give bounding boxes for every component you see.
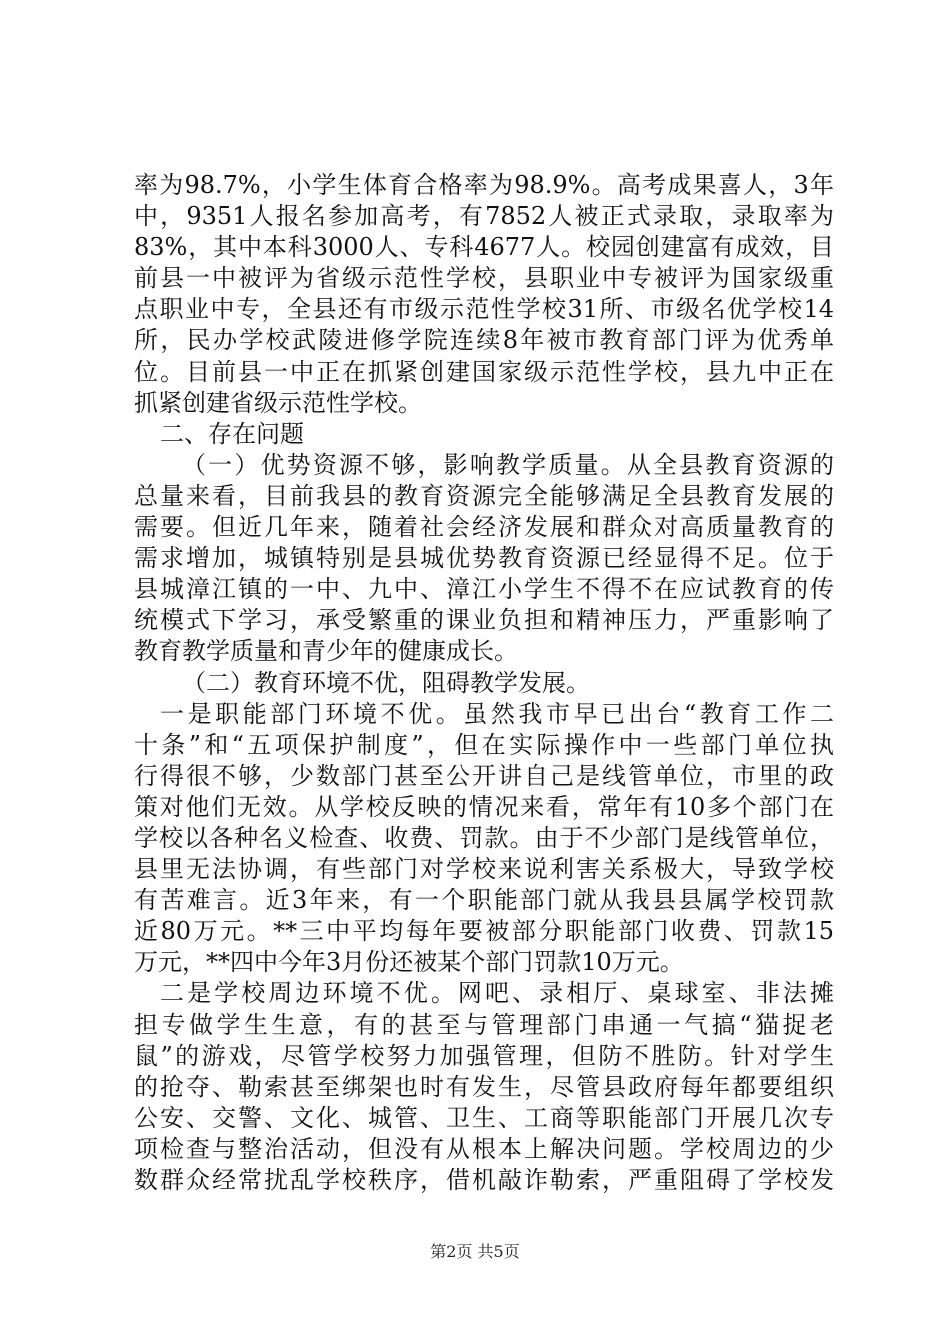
text-line: 位。目前县一中正在抓紧创建国家级示范性学校，县九中正在 bbox=[134, 357, 834, 386]
text-line: 县城漳江镇的一中、九中、漳江小学生不得不在应试教育的传 bbox=[134, 575, 834, 604]
page-footer bbox=[0, 1242, 950, 1262]
text-line: 有苦难言。近3年来，有一个职能部门就从我县县属学校罚款 bbox=[134, 886, 834, 915]
text-line: 万元，**四中今年3月份还被某个部门罚款10万元。 bbox=[134, 948, 684, 977]
text-line: 数群众经常扰乱学校秩序，借机敲诈勒索，严重阻碍了学校发 bbox=[134, 1166, 834, 1194]
text-line: 十条”和“五项保护制度”，但在实际操作中一些部门单位执 bbox=[134, 730, 834, 759]
subsection-heading: （二）教育环境不优，阻碍教学发展。 bbox=[182, 668, 590, 697]
text-line: 点职业中专，全县还有市级示范性学校31所、市级名优学校14 bbox=[134, 295, 834, 324]
text-line: 的抢夺、勒索甚至绑架也时有发生，尽管县政府每年都要组织 bbox=[134, 1072, 834, 1101]
text-line: 鼠”的游戏，尽管学校努力加强管理，但防不胜防。针对学生 bbox=[134, 1041, 834, 1070]
text-line: 需要。但近几年来，随着社会经济发展和群众对高质量教育的 bbox=[134, 513, 834, 542]
text-line: 教育教学质量和青少年的健康成长。 bbox=[134, 637, 518, 666]
text-line: 总量来看，目前我县的教育资源完全能够满足全县教育发展的 bbox=[134, 481, 834, 510]
section-heading: 二、存在问题 bbox=[160, 419, 304, 448]
text-line: 担专做学生生意，有的甚至与管理部门串通一气搞“猫捉老 bbox=[134, 1010, 834, 1039]
text-line: 统模式下学习，承受繁重的课业负担和精神压力，严重影响了 bbox=[134, 606, 834, 635]
text-line: 中，9351人报名参加高考，有7852人被正式录取，录取率为 bbox=[134, 202, 834, 231]
subsection-heading: （一）优势资源不够，影响教学质量。从全县教育资源的 bbox=[182, 450, 834, 479]
text-line: 83%，其中本科3000人、专科4677人。校园创建富有成效，目 bbox=[134, 233, 834, 262]
text-line: 需求增加，城镇特别是县城优势教育资源已经显得不足。位于 bbox=[134, 544, 834, 573]
text-line: 策对他们无效。从学校反映的情况来看，常年有10多个部门在 bbox=[134, 792, 834, 821]
text-line: 抓紧创建省级示范性学校。 bbox=[134, 388, 422, 417]
text-line: 行得很不够，少数部门甚至公开讲自己是线管单位，市里的政 bbox=[134, 761, 834, 790]
text-line: 县里无法协调，有些部门对学校来说利害关系极大，导致学校 bbox=[134, 855, 834, 884]
text-line: 一是职能部门环境不优。虽然我市早已出台“教育工作二 bbox=[160, 699, 834, 728]
text-line: 二是学校周边环境不优。网吧、录相厅、桌球室、非法摊 bbox=[160, 979, 834, 1008]
page-number-label: 第2页 共5页 bbox=[430, 1242, 520, 1261]
text-line: 前县一中被评为省级示范性学校，县职业中专被评为国家级重 bbox=[134, 264, 834, 293]
text-line: 项检查与整治活动，但没有从根本上解决问题。学校周边的少 bbox=[134, 1134, 834, 1163]
text-line: 公安、交警、文化、城管、卫生、工商等职能部门开展几次专 bbox=[134, 1103, 834, 1132]
text-line: 近80万元。**三中平均每年要被部分职能部门收费、罚款15 bbox=[134, 917, 834, 946]
text-line: 学校以各种名义检查、收费、罚款。由于不少部门是线管单位， bbox=[134, 823, 834, 852]
body-text bbox=[134, 170, 834, 1196]
text-line: 所，民办学校武陵进修学院连续8年被市教育部门评为优秀单 bbox=[134, 326, 834, 355]
text-line: 率为98.7%，小学生体育合格率为98.9%。高考成果喜人，3年 bbox=[134, 171, 834, 199]
